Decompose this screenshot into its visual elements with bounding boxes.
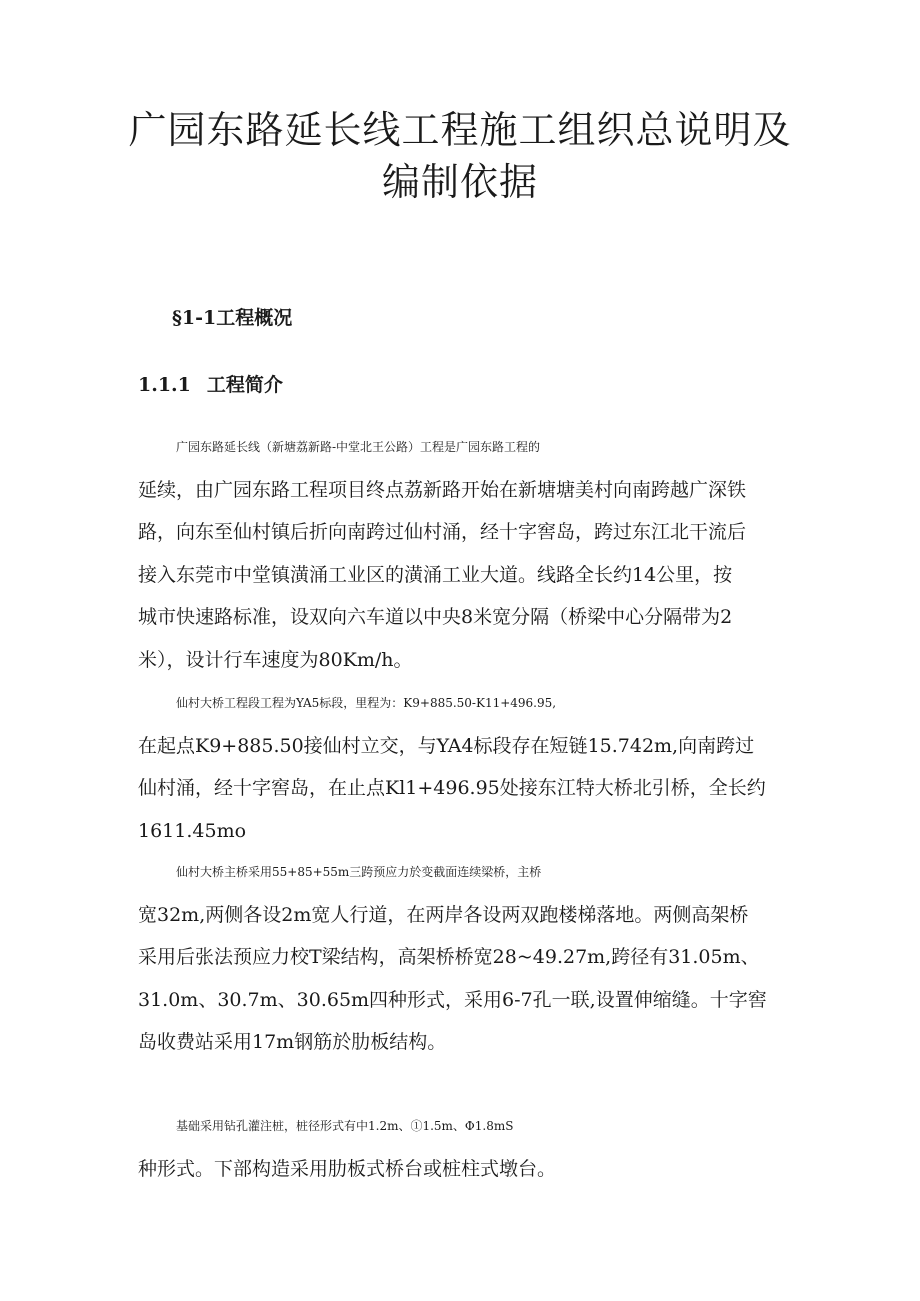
paragraph-bridge-structure — [138, 851, 786, 1064]
paragraph-line: 城市快速路标准，设双向六车道以中央8米宽分隔（桥梁中心分隔带为2 — [138, 606, 733, 628]
paragraph-line: 米），设计行车速度为80Km/h。 — [138, 648, 413, 671]
subsection-number: 1.1.1 — [138, 374, 191, 396]
paragraph-line: 31.0m、30.7m、30.65m四种形式，采用6-7孔一联,设置伸缩缝。十字窖 — [138, 988, 767, 1011]
paragraph-line: 仙村涌，经十字窖岛，在止点Kl1+496.95处接东江特大桥北引桥，全长约 — [138, 777, 766, 799]
paragraph-line: 岛收费站采用17m钢筋於肋板结构。 — [138, 1031, 447, 1053]
document-title-line-1: 广园东路延长线工程施工组织总说明及 — [128, 108, 792, 152]
paragraph-line: 仙村大桥主桥采用55+85+55m三跨预应力於变截面连续梁桥，主桥 — [176, 865, 542, 879]
subsection-heading — [138, 370, 283, 400]
paragraph-line: 在起点K9+885.50接仙村立交，与YA4标段存在短链15.742m,向南跨过 — [138, 734, 755, 757]
paragraph-line: 种形式。下部构造采用肋板式桥台或桩柱式墩台。 — [138, 1157, 557, 1180]
document-title-line-2: 编制依据 — [381, 160, 538, 204]
paragraph-line: 接入东莞市中堂镇潢涌工业区的潢涌工业大道。线路全长约14公里，按 — [138, 563, 733, 586]
paragraph-foundation — [138, 1105, 786, 1190]
section-label: 工程概况 — [216, 307, 293, 329]
paragraph-section-mileage — [138, 682, 786, 852]
paragraph-project-overview — [138, 426, 786, 681]
subsection-label: 工程简介 — [206, 374, 283, 396]
paragraph-line: 延续，由广园东路工程项目终点荔新路开始在新塘塘美村向南跨越广深铁 — [138, 478, 747, 501]
paragraph-line: 1611.45mo — [138, 819, 247, 842]
paragraph-line: 广园东路延长线（新塘荔新路-中堂北王公路）工程是广园东路工程的 — [176, 440, 541, 454]
section-number: §1-1 — [172, 307, 217, 329]
paragraph-line: 基础采用钻孔灌注桩，桩径形式有中1.2m、①1.5m、Φ1.8mS — [176, 1119, 514, 1133]
paragraph-line: 宽32m,两侧各设2m宽人行道，在两岸各设两双跑楼梯落地。两侧高架桥 — [138, 903, 749, 926]
paragraph-line: 采用后张法预应力校T梁结构，高架桥桥宽28~49.27m,跨径有31.05m、 — [138, 946, 760, 968]
section-heading — [172, 303, 292, 333]
paragraph-line: 仙村大桥工程段工程为YA5标段，里程为：K9+885.50-K11+496.95, — [176, 696, 557, 710]
paragraph-line: 路，向东至仙村镇后折向南跨过仙村涌，经十字窖岛，跨过东江北干流后 — [138, 521, 747, 543]
